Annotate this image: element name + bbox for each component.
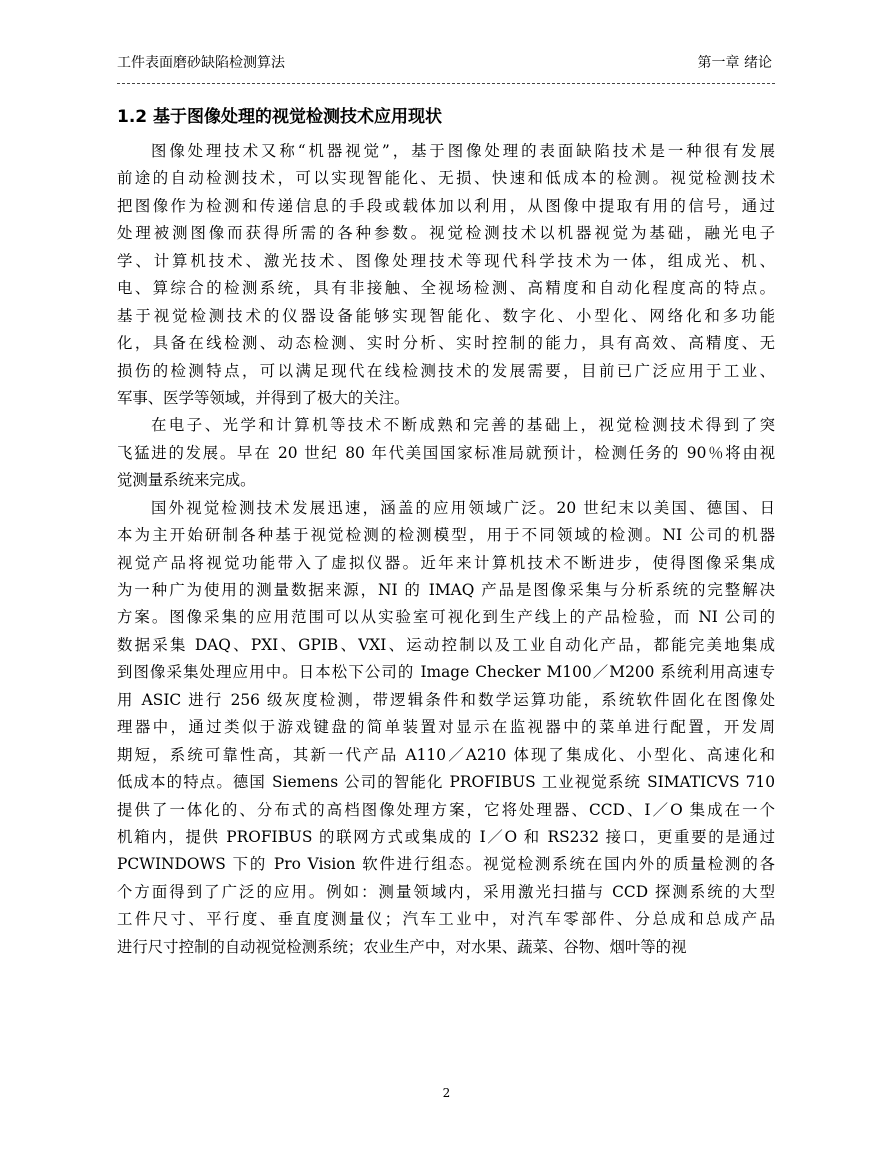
text-line: 提供了一体化的、分布式的高档图像处理方案，它将处理器、CCD、I／O 集成在一个 bbox=[117, 800, 775, 819]
text-line: PCWINDOWS 下的 Pro Vision 软件进行组态。视觉检测系统在国内外的质量检测的各 bbox=[117, 855, 775, 874]
text-line: 学、计算机技术、激光技术、图像处理技术等现代科学技术为一体，组成光、机、 bbox=[117, 251, 775, 270]
text-line: 机箱内，提供 PROFIBUS 的联网方式或集成的 I／O 和 RS232 接口，更重要的是通过 bbox=[117, 827, 775, 846]
text-line: 化，具备在线检测、动态检测、实时分析、实时控制的能力，具有高效、高精度、无 bbox=[117, 334, 775, 353]
header-divider bbox=[117, 83, 775, 84]
text-line: 前途的自动检测技术，可以实现智能化、无损、快速和低成本的检测。视觉检测技术 bbox=[117, 169, 775, 188]
text-line: 国外视觉检测技术发展迅速，涵盖的应用领域广泛。20 世纪末以美国、德国、日 bbox=[151, 498, 775, 517]
header-chapter-title: 第一章 绪论 bbox=[697, 55, 772, 71]
text-line: 电、算综合的检测系统，具有非接触、全视场检测、高精度和自动化程度高的特点。 bbox=[117, 279, 775, 298]
page-number: 2 bbox=[442, 1086, 451, 1100]
text-line: 图像处理技术又称“机器视觉”，基于图像处理的表面缺陷技术是一种很有发展 bbox=[151, 142, 775, 160]
text-line: 用 ASIC 进行 256 级灰度检测，带逻辑条件和数学运算功能，系统软件固化在图像处 bbox=[117, 690, 775, 709]
text-line: 基于视觉检测技术的仪器设备能够实现智能化、数字化、小型化、网络化和多功能 bbox=[117, 306, 775, 325]
text-line: 工件尺寸、平行度、垂直度测量仪；汽车工业中，对汽车零部件、分总成和总成产品 bbox=[117, 910, 775, 929]
paragraph bbox=[117, 495, 775, 961]
paragraph bbox=[117, 412, 775, 494]
section-heading: 1.2 基于图像处理的视觉检测技术应用现状 bbox=[117, 107, 443, 127]
paragraph bbox=[117, 138, 775, 412]
text-line: 进行尺寸控制的自动视觉检测系统；农业生产中，对水果、蔬菜、谷物、烟叶等的视 bbox=[117, 937, 687, 956]
text-line: 觉测量系统来完成。 bbox=[117, 471, 256, 490]
body-text bbox=[117, 138, 775, 961]
text-line: 方案。图像采集的应用范围可以从实验室可视化到生产线上的产品检验，而 NI 公司的 bbox=[117, 608, 775, 627]
text-line: 数据采集 DAQ、PXI、GPIB、VXI、运动控制以及工业自动化产品，都能完美地集成 bbox=[117, 635, 775, 654]
text-line: 损伤的检测特点，可以满足现代在线检测技术的发展需要，目前已广泛应用于工业、 bbox=[117, 361, 775, 380]
text-line: 期短，系统可靠性高，其新一代产品 A110／A210 体现了集成化、小型化、高速化和 bbox=[117, 745, 775, 764]
text-line: 本为主开始研制各种基于视觉检测的检测模型，用于不同领域的检测。NI 公司的机器 bbox=[117, 526, 775, 545]
text-line: 为一种广为使用的测量数据来源，NI 的 IMAQ 产品是图像采集与分析系统的完整解决 bbox=[117, 581, 775, 599]
text-line: 低成本的特点。德国 Siemens 公司的智能化 PROFIBUS 工业视觉系统 SIMATICVS 710 bbox=[117, 773, 775, 792]
text-line: 把图像作为检测和传递信息的手段或载体加以利用，从图像中提取有用的信号，通过 bbox=[117, 196, 775, 215]
text-line: 视觉产品将视觉功能带入了虚拟仪器。近年来计算机技术不断进步，使得图像采集成 bbox=[117, 553, 775, 572]
text-line: 在电子、光学和计算机等技术不断成熟和完善的基础上，视觉检测技术得到了突 bbox=[151, 416, 775, 435]
text-line: 理器中，通过类似于游戏键盘的简单装置对显示在监视器中的菜单进行配置，开发周 bbox=[117, 718, 775, 737]
text-line: 到图像采集处理应用中。日本松下公司的 Image Checker M100／M200 系统利用高速专 bbox=[117, 663, 775, 682]
text-line: 飞猛进的发展。早在 20 世纪 80 年代美国国家标准局就预计，检测任务的 90％将由视 bbox=[117, 443, 775, 462]
header-thesis-title: 工件表面磨砂缺陷检测算法 bbox=[117, 55, 285, 71]
text-line: 处理被测图像而获得所需的各种参数。视觉检测技术以机器视觉为基础，融光电子 bbox=[117, 224, 775, 243]
text-line: 个方面得到了广泛的应用。例如：测量领域内，采用激光扫描与 CCD 探测系统的大型 bbox=[117, 882, 775, 901]
running-header bbox=[117, 52, 775, 74]
text-line: 军事、医学等领域，并得到了极大的关注。 bbox=[117, 388, 410, 407]
